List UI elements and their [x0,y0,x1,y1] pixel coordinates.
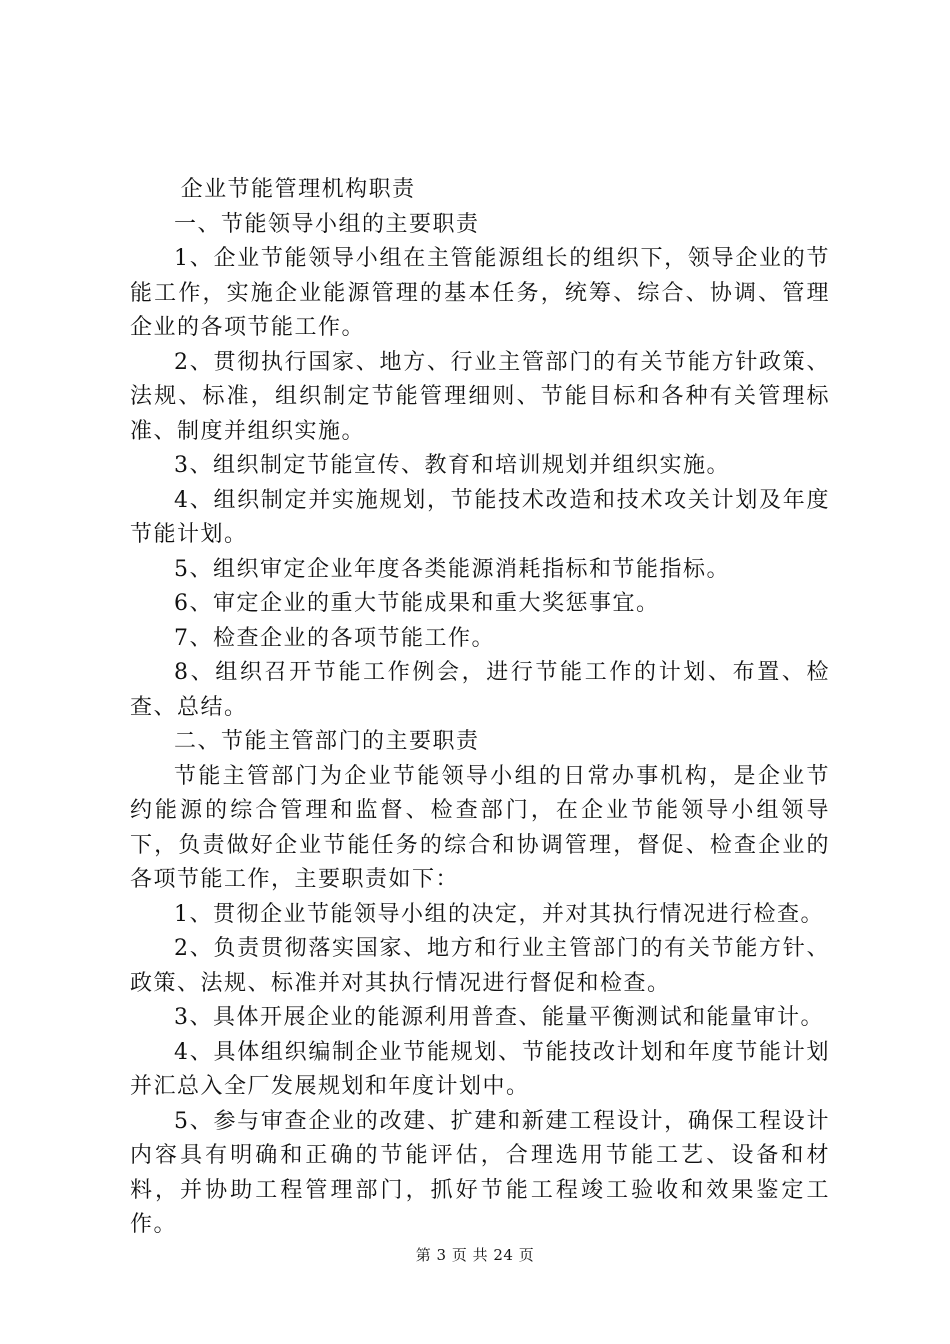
section-heading-2: 二、节能主管部门的主要职责 [174,729,480,754]
paragraph: 2、贯彻执行国家、地方、行业主管部门的有关节能方针政策、法规、标准，组织制定节能管理细则、节能目标和各种有关管理标准、制度并组织实施。 [130,349,830,444]
paragraph: 6、审定企业的重大节能成果和重大奖惩事宜。 [174,591,660,616]
page-number-footer: 第 3 页 共 24 页 [415,1246,535,1264]
document-body [130,173,830,1243]
paragraph: 1、贯彻企业节能领导小组的决定，并对其执行情况进行检查。 [174,901,824,927]
paragraph: 1、企业节能领导小组在主管能源组长的组织下，领导企业的节能工作，实施企业能源管理的基本任务，统筹、综合、协调、管理企业的各项节能工作。 [130,246,830,340]
paragraph: 节能主管部门为企业节能领导小组的日常办事机构，是企业节约能源的综合管理和监督、检查部门，在企业节能领导小组领导下，负责做好企业节能任务的综合和协调管理，督促、检查企业的各项节能工作，主要职责如下： [130,763,830,892]
section-heading-1: 一、节能领导小组的主要职责 [174,211,480,237]
paragraph: 3、具体开展企业的能源利用普查、能量平衡测试和能量审计。 [174,1005,824,1030]
document-title: 企业节能管理机构职责 [180,177,416,202]
paragraph: 2、负责贯彻落实国家、地方和行业主管部门的有关节能方针、政策、法规、标准并对其执行情况进行督促和检查。 [130,936,830,996]
paragraph: 4、组织制定并实施规划，节能技术改造和技术攻关计划及年度节能计划。 [130,487,830,547]
paragraph: 8、组织召开节能工作例会，进行节能工作的计划、布置、检查、总结。 [130,660,830,720]
paragraph: 5、组织审定企业年度各类能源消耗指标和节能指标。 [174,556,730,582]
paragraph: 5、参与审查企业的改建、扩建和新建工程设计，确保工程设计内容具有明确和正确的节能评估，合理选用节能工艺、设备和材料，并协助工程管理部门，抓好节能工程竣工验收和效果鉴定工作。 [130,1108,830,1237]
paragraph: 7、检查企业的各项节能工作。 [174,625,495,651]
paragraph: 3、组织制定节能宣传、教育和培训规划并组织实施。 [174,453,730,478]
paragraph: 4、具体组织编制企业节能规划、节能技改计划和年度节能计划并汇总入全厂发展规划和年度计划中。 [130,1039,830,1099]
